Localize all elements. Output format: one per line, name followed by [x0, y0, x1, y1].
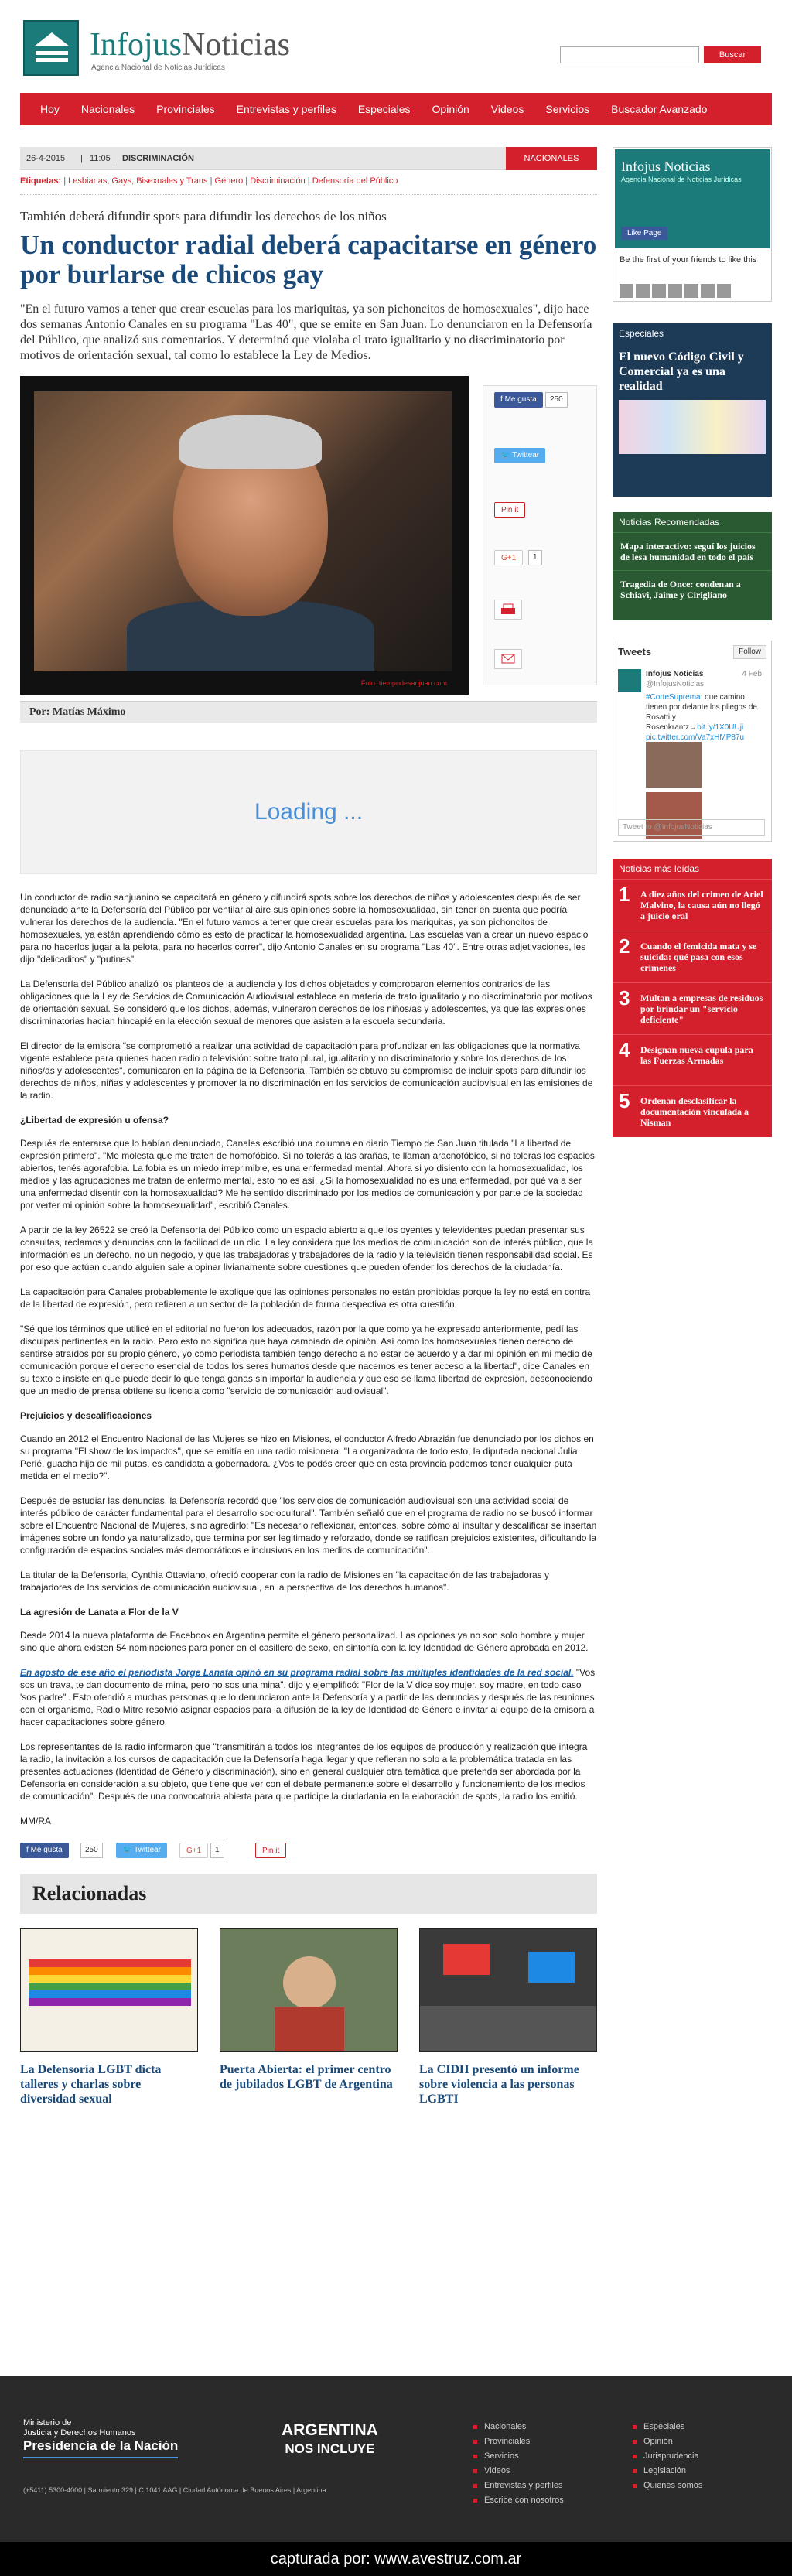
footer-link[interactable]: Nacionales [473, 2420, 564, 2434]
most-read-header: Noticias más leídas [619, 863, 700, 874]
nav-item[interactable]: Especiales [357, 103, 411, 115]
body-paragraph: Después de enterarse que lo habían denunciado, Canales escribió una columna en diario Tiempo de San Juan titulada "La libertad de expresión primero". "Me molesta que me traten de homofóbico. Si no tolerás a las arañas, te llaman aracnofóbico, si no toleras los espacios abiertos, tenés agorafobia. La fobia es un miedo irreprimible, es una enfermedad mental. Ahora si yo disiento con la homosexualidad, los medios y las agrupaciones me tratan de enfermo mental, esto no es así. ¿Si la homosexualidad no es una enfermedad, por qué va a ser una enfermedad disentir con la homosexualidad? Me he sentido discriminado por los medios de comunicación y por parte de la sociedad por verter mi opinión sobre la homosexualidad", escribió Canales. [20, 1138, 595, 1211]
tag-link[interactable]: Género [214, 176, 244, 186]
main-nav [20, 93, 772, 125]
related-caption: Puerta Abierta: el primer centro de jubilados LGBT de Argentina [220, 2063, 393, 2091]
tag-link[interactable]: Discriminación [250, 176, 306, 186]
capture-caption: capturada por: www.avestruz.com.ar [0, 2542, 792, 2576]
twitter-share-button-bottom[interactable]: 🐦 Twittear [116, 1843, 167, 1858]
most-read-title: Designan nueva cúpula para las Fuerzas Armadas [640, 1044, 753, 1066]
body-paragraph [20, 1666, 597, 1728]
body-paragraph: "Sé que los términos que utilicé en el editorial no fueron los adecuados, razón por la que como ya he expresado anteriormente, pedí las disculpas pertinentes en la radio. Pero esto no significa que haya cambiado de opinión. Así como los homosexuales tienen derecho de sentirse atraídos por su propio género, yo como periodista también tengo derecho a no estar de acuerdo y a dar mi opinión en mi medio de comunicación porque el derecho esencial de todos los seres humanos desde que nacemos es tener acceso a la libertad", dice Canales en su texto e insiste en que puede decir lo que tenga ganas sin importar la audiencia y que eso se llama libertad de expresión, desconociendo que un medio de prensa obtiene su licencia como "servicio de comunicación audiovisual". [20, 1324, 592, 1396]
photo-background [34, 391, 452, 671]
site-logo[interactable] [23, 20, 290, 80]
article-title: Un conductor radial deberá capacitarse en género por burlarse de chicos gay [20, 230, 597, 289]
photo-credit: Foto: tiempodesanjuan.com [360, 679, 447, 687]
especiales-header: Especiales [613, 323, 772, 343]
search-button[interactable]: Buscar [704, 46, 761, 63]
footer-link[interactable]: Jurisprudencia [633, 2449, 702, 2464]
tags-list: | Lesbianas, Gays, Bisexuales y Trans | Género | Discriminación | Defensoría del Público [63, 176, 398, 186]
most-read-title: Cuando el femicida mata y se suicida: qué pasa con esos crímenes [640, 941, 757, 973]
tweet-text: #CorteSuprema: que camino tienen por delante los pliegos de Rosatti y Rosenkrantz→bit.ly/1X0UUji pic.twitter.com/Va7xHMP87u [646, 693, 757, 742]
most-read-item[interactable] [613, 879, 772, 931]
tweet-images[interactable] [646, 742, 762, 788]
footer-link[interactable]: Quienes somos [633, 2479, 702, 2493]
article-dateline [20, 147, 597, 170]
search-input[interactable] [560, 46, 699, 63]
footer-link[interactable]: Provinciales [473, 2434, 564, 2449]
site-header [20, 14, 772, 84]
sidebar [613, 147, 772, 1137]
google-plus-button-bottom[interactable]: G+1 [179, 1843, 208, 1858]
logo-tagline: Agencia Nacional de Noticias Jurídicas [91, 63, 225, 72]
related-item[interactable] [220, 1928, 398, 2092]
footer-links-col2 [633, 2420, 702, 2493]
related-thumbnail [220, 1928, 398, 2052]
footer-link[interactable]: Opinión [633, 2434, 702, 2449]
google-plus-count: 1 [528, 550, 542, 565]
recommended-box [613, 512, 772, 620]
body-paragraph: El director de la emisora "se comprometió a realizar una actividad de capacitación para profundizar en las obligaciones que la normativa vigente establece para quienes hacen radio o televisión: sobre trato plural, igualitario y no discriminatorio y sobre los derechos de los niños/as y adolescentes", comunicaron en la página de la Defensoría. También se obtuvo su compromiso de incluir spots para difundir los derechos de niños, niñas y adolescentes y promover la no discriminación en los servicios de comunicación audiovisual en las emisiones de la radio. [20, 1040, 593, 1101]
facebook-page-name: Infojus Noticias [621, 159, 711, 174]
body-paragraph: Los representantes de la radio informaron que "transmitirán a todos los integrantes de los equipos de producción y realización que integra la radio, la invitación a los cursos de capacitación que la Defensoría haga llegar y que refieran no solo a la problemática tratada en las presentes actuaciones (Identidad de Género y discriminación), sino en general cualquier otra temática que pretenda ser abordada por la Defensoría en consideración a su objeto, que tiene que ver con el debate permanente sobre el desarrollo y funcionamiento de los medios de comunicación". Después de una convocatoria abierta para que participe la ciudadanía en la elaboración de spots, la radio los emitió. [20, 1741, 588, 1802]
facebook-like-button-bottom[interactable]: f Me gusta [20, 1843, 69, 1858]
most-read-number: 2 [619, 934, 630, 958]
body-subheading: ¿Libertad de expresión u ofensa? [20, 1115, 169, 1126]
tag-link[interactable]: Defensoría del Público [312, 176, 398, 186]
related-thumbnail [419, 1928, 597, 2052]
most-read-item[interactable] [613, 1085, 772, 1137]
facebook-like-button[interactable]: f Me gusta [494, 392, 543, 408]
article-kicker: También deberá difundir spots para difundir los derechos de los niños [20, 209, 387, 224]
related-item[interactable] [20, 1928, 198, 2106]
article-category: DISCRIMINACIÓN [122, 154, 194, 163]
nav-item[interactable]: Entrevistas y perfiles [236, 103, 336, 115]
most-read-item[interactable] [613, 1034, 772, 1085]
body-link[interactable]: En agosto de ese año el periodista Jorge Lanata opinó en su programa radial sobre las múltiples identidades de la red social. [20, 1667, 574, 1678]
most-read-box [613, 859, 772, 1137]
article-tags [20, 176, 597, 195]
related-title: Relacionadas [20, 1874, 597, 1914]
footer-link[interactable]: Legislación [633, 2464, 702, 2479]
site-footer [0, 2376, 792, 2576]
related-item[interactable] [419, 1928, 597, 2106]
body-paragraph: La Defensoría del Público analizó los planteos de la audiencia y los dichos objetados y comprobaron elementos contrarios de las obligaciones que la Ley de Servicios de Comunicación Audiovisual establece en materia de trato igualitario y no discriminatorio por motivos de orientación sexual. Se consideró que los dichos, además, vulneraron derechos de los niños/as y adolescentes, ya que las expresiones discriminatorias hacían hincapié en la elección sexual de menores que asisten a la escuela secundaria. [20, 979, 592, 1027]
body-subheading: La agresión de Lanata a Flor de la V [20, 1607, 179, 1618]
facebook-like-count: 250 [545, 392, 568, 408]
body-paragraph: MM/RA [20, 1816, 51, 1826]
most-read-title: Multan a empresas de residuos por brindar un "servicio deficiente" [640, 992, 763, 1025]
facebook-faces [620, 284, 766, 298]
tag-link[interactable]: Lesbianas, Gays, Bisexuales y Trans [68, 176, 208, 186]
logo-mark-icon [23, 20, 79, 76]
footer-ministry: Ministerio de Justicia y Derechos Humanos [23, 2418, 136, 2438]
embedded-media-loading [20, 750, 597, 874]
twitter-timeline [613, 641, 772, 842]
nav-item[interactable]: Hoy [40, 103, 60, 115]
dateline-separator: | [113, 154, 115, 163]
facebook-page-widget [613, 147, 772, 302]
article-author: Por: Matías Máximo [20, 701, 597, 723]
most-read-list [613, 879, 772, 1137]
body-paragraph: Desde 2014 la nueva plataforma de Facebook en Argentina permite el género personalizad. Las opciones ya no son solo hombre y mujer sino que ahora existen 54 nominaciones para poner en el casillero de sexo, en sintonía con la ley Identidad de Género aprobada en 2012. [20, 1630, 589, 1653]
bottom-share-bar [20, 1841, 597, 1860]
most-read-title: Ordenan desclasificar la documentación vinculada a Nisman [640, 1095, 749, 1128]
tags-label: Etiquetas: [20, 176, 62, 186]
recommended-item[interactable]: Mapa interactivo: seguí los juicios de lesa humanidad en todo el país [613, 532, 772, 570]
facebook-like-page-button[interactable]: Like Page [621, 227, 667, 240]
facebook-like-count-bottom: 250 [80, 1843, 103, 1858]
body-paragraph: La titular de la Defensoría, Cynthia Ottaviano, ofreció cooperar con la radio de Misiones en "la capacitación de las trabajadoras y trabajadores de los servicios de comunicación audiovisual, en la perspectiva de los derechos humanos". [20, 1570, 549, 1593]
body-subheading: Prejuicios y descalificaciones [20, 1410, 152, 1421]
nav-item[interactable]: Videos [490, 103, 524, 115]
pinterest-button-bottom[interactable]: Pin it [255, 1843, 286, 1858]
nav-list [20, 93, 772, 125]
body-paragraph: Un conductor de radio sanjuanino se capacitará en género y difundirá spots sobre los derechos de niños y adolescentes después de ser denunciado ante la Defensoría del Público por ventilar al aire sus opiniones sobre la homosexualidad, sin tener en cuenta que podría vulnerar los derechos de la audiencia. "En el futuro vamos a tener que crear escuelas para los mariquitas, ya son pichoncitos de homosexuales, ya están aprendiendo cómo es esto de practicar la homosexualidad argentina. Las escuelas van a crear un nuevo espacio para no hacerlos jugar a la pelota, para no hacerlos correr", dijo Antonio Canales en su programa "Las 40". Entre otras adjetivaciones, les dijo "delicaditos" y "putines". [20, 892, 589, 965]
most-read-number: 3 [619, 986, 630, 1010]
footer-presidency: Presidencia de la Nación [23, 2438, 178, 2458]
recommended-header: Noticias Recomendadas [619, 517, 720, 528]
print-icon[interactable] [494, 600, 522, 620]
facebook-cover [615, 149, 770, 248]
twitter-avatar [618, 669, 641, 692]
footer-links-col1 [473, 2420, 564, 2508]
photo-hair [179, 415, 322, 469]
section-badge[interactable]: NACIONALES [506, 147, 597, 170]
nav-item[interactable]: Opinión [432, 103, 469, 115]
tweet-to-input[interactable]: Tweet to @InfojusNoticias [618, 819, 765, 836]
body-paragraph: A partir de la ley 26522 se creó la Defensoría del Público como un espacio abierto a que los oyentes y televidentes puedan presentar sus consultas, reclamos y denuncias con la facilidad de un clic. La ley considera que los medios de comunicación son de interés público, que la información es un derecho, no un negocio, y que las trabajadoras y trabajadores de la radio y la televisión tienen responsabilidad social. Es por eso que actúan cuando alguien sale a opinar livianamente sobre cuestiones que pueden ofender los derechos de la ciudadanía. [20, 1225, 594, 1273]
most-read-item[interactable] [613, 931, 772, 982]
nav-item[interactable]: Nacionales [80, 103, 135, 115]
footer-address: (+5411) 5300-4000 | Sarmiento 329 | C 1041 AAG | Ciudad Autónoma de Buenos Aires | Argentina [23, 2486, 326, 2494]
twitter-share-button[interactable]: 🐦 Twittear [494, 448, 545, 463]
footer-link[interactable]: Servicios [473, 2449, 564, 2464]
especiales-title[interactable]: El nuevo Código Civil y Comercial ya es una realidad [619, 350, 744, 393]
body-paragraph: Después de estudiar las denuncias, la Defensoría recordó que "los servicios de comunicación audiovisual son una actividad social de interés público de carácter fundamental para el desarrollo sociocultural". También señaló que en el programa de radio no se buscó informar sobre el Encuentro Nacional de Mujeres, sino agredirlo: "Es necesario reflexionar, entonces, sobre cómo al insultar y descalificar se insertan imágenes sobre un fondo ya naturalizado, que termina por ser legitimado y reforzado, donde se ratifican prejuicios existentes, dificultando la configuración de espacios sociales más democráticos e inclusivos en los medios de comunicación". [20, 1495, 597, 1556]
share-sidebar [483, 385, 597, 685]
related-caption: La Defensoría LGBT dicta talleres y charlas sobre diversidad sexual [20, 2063, 162, 2106]
email-icon[interactable] [494, 649, 522, 669]
article-body [20, 891, 597, 1827]
most-read-item[interactable] [613, 982, 772, 1034]
article-photo [20, 376, 469, 695]
most-read-number: 1 [619, 883, 630, 906]
most-read-number: 5 [619, 1089, 630, 1112]
article-date: 26-4-2015 [26, 154, 66, 163]
nav-item[interactable]: Provinciales [156, 103, 215, 115]
nav-item[interactable]: Servicios [545, 103, 590, 115]
tweet-author[interactable]: Infojus Noticias 4 Feb @InfojusNoticias [646, 670, 762, 688]
facebook-page-sub: Agencia Nacional de Noticias Jurídicas [621, 176, 742, 183]
article-time: 11:05 [90, 154, 111, 163]
related-thumbnail [20, 1928, 198, 2052]
most-read-number: 4 [619, 1038, 630, 1061]
google-plus-count-bottom: 1 [210, 1843, 224, 1858]
pinterest-button[interactable]: Pin it [494, 502, 525, 518]
article-media [20, 376, 597, 695]
article-column [20, 147, 597, 2106]
facebook-friends-text: Be the first of your friends to like this [620, 255, 757, 265]
google-plus-button[interactable]: G+1 [494, 550, 523, 565]
footer-link[interactable]: Entrevistas y perfiles [473, 2479, 564, 2493]
recommended-item[interactable]: Tragedia de Once: condenan a Schiavi, Jaime y Cirigliano [613, 570, 772, 608]
article-lead: "En el futuro vamos a tener que crear escuelas para los mariquitas, ya son pichoncitos de homosexuales", dijo hace dos semanas Antonio Canales en su programa "Las 40", que se emite en San Juan. Lo denunciaron en la Defensoría del Público, que analizó sus comentarios. Y determinó que violaba el trato igualitario y no discriminatorio por motivos de orientación sexual, tal como lo establece la Ley de Medios. [20, 302, 592, 362]
nav-item[interactable]: Buscador Avanzado [611, 103, 708, 115]
body-paragraph: La capacitación para Canales probablemente le explique que las opiniones personales no están prohibidas porque la ley no está en contra de la libertad de expresión, pero refieren a un sector de la población de forma despectiva es otra cuestión. [20, 1286, 591, 1310]
especiales-image [619, 400, 766, 454]
footer-link[interactable]: Especiales [633, 2420, 702, 2434]
especiales-box [613, 323, 772, 497]
twitter-follow-button[interactable]: Follow [733, 645, 766, 659]
footer-link[interactable]: Escribe con nosotros [473, 2493, 564, 2508]
dateline-separator: | [80, 154, 83, 163]
footer-argentina-logo: ARGENTINA NOS INCLUYE [282, 2421, 378, 2456]
related-grid [20, 1928, 597, 2106]
loading-text: Loading ... [254, 799, 364, 825]
tweets-header: Tweets Follow [613, 641, 771, 663]
search-form [560, 46, 761, 63]
body-text: "Vos sos un trava, te dan documento de mina, pero no sos una mina", dijo y ejemplificó: "Flor de la V dice soy mujer, soy madre, en todo caso 'sos padre'". Esto ofendió a muchas personas que lo denunciaron ante la Defensoría y a partir de las denuncias y después de las reuniones con el organismo, Radio Mitre resolvió asignar espacios para la difusión de la ley de Identidad de Género e invitar al equipo de la emisora a hacer capacitaciones sobre género. [20, 1667, 596, 1727]
body-paragraph: Cuando en 2012 el Encuentro Nacional de las Mujeres se hizo en Misiones, el conductor Alfredo Abrazián fue denunciado por los dichos en su programa "El show de los impactos", que se emitía en una radio misionera. "La organizadora de todo esto, la diputada nacional Julia Perié, guacha hija de mil putas, es candidata a gobernadora. ¿Vos te podés creer que en esta provincia podemos tener cualquier puta metida en el medio?". [20, 1433, 594, 1481]
most-read-title: A diez años del crimen de Ariel Malvino, la causa aún no llegó a juicio oral [640, 889, 763, 921]
logo-wordmark: InfojusNoticias [90, 27, 290, 63]
footer-link[interactable]: Videos [473, 2464, 564, 2479]
related-caption: La CIDH presentó un informe sobre violencia a las personas LGBTI [419, 2063, 579, 2106]
